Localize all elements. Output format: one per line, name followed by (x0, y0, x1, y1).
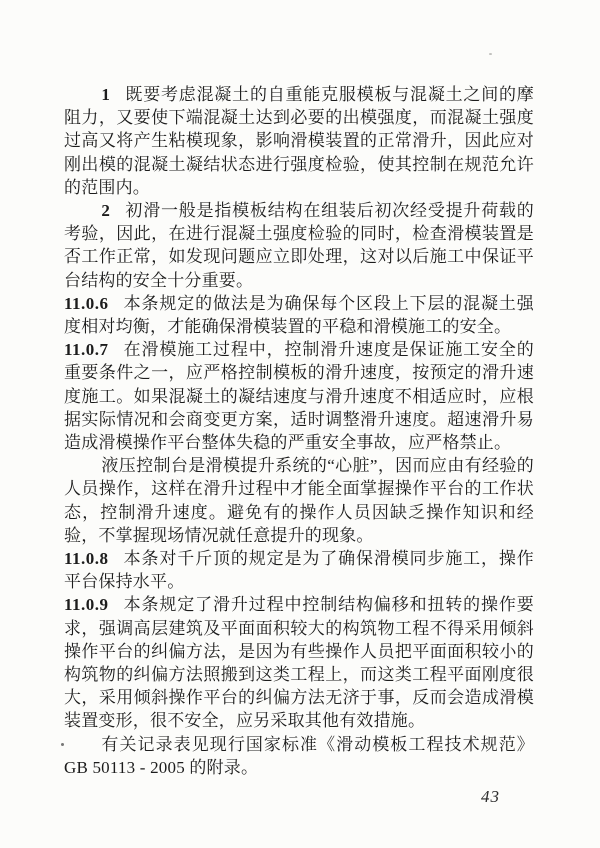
clause-paragraph: 2 初滑一般是指模板结构在组装后初次经受提升荷载的考验，因此，在进行混凝土强度检验的同时，检查滑模装置是否工作正常，如发现问题应立即处理，这对以后施工中保证平台结构的安全十分重要。 (64, 201, 534, 290)
clause-number: 1 (101, 85, 111, 104)
page-number: 43 (481, 787, 500, 806)
body-paragraph: 液压控制台是滑模提升系统的“心脏”，因而应由有经验的人员操作，这样在滑升过程中才能全面掌握操作平台的工作状态，控制滑升速度。避免有的操作人员因缺乏操作知识和经验，不掌握现场情况就任意提升的现象。 (64, 456, 534, 545)
clause-number: 11.0.7 (64, 340, 109, 360)
clause-number: 11.0.8 (64, 549, 109, 569)
clause-paragraph: 11.0.6 本条规定的做法是为确保每个区段上下层的混凝土强度相对均衡，才能确保滑模装置的平稳和滑模施工的安全。 (64, 293, 534, 337)
clause-paragraph: 1 既要考虑混凝土的自重能克服模板与混凝土之间的摩阻力，又要使下端混凝土达到必要的出模强度，而混凝土强度过高又将产生粘模现象，影响滑模装置的正常滑升，因此应对刚出模的混凝土凝结状态进行强度检验，使其控制在规范允许的范围内。 (64, 85, 534, 197)
commentary-text-block (64, 83, 534, 779)
scan-speck (61, 743, 64, 746)
clause-paragraph: 11.0.7 在滑模施工过程中，控制滑升速度是保证施工安全的重要条件之一，应严格控制模板的滑升速度，按预定的滑升速度施工。如果混凝土的凝结速度与滑升速度不相适应时，应根据实际情况和会商变更方案，适时调整滑升速度。超速滑升易造成滑模操作平台整体失稳的严重安全事故，应严格禁止。 (64, 340, 534, 453)
scan-speck (489, 53, 492, 55)
clause-paragraph: 11.0.8 本条对千斤顶的规定是为了确保滑模同步施工，操作平台保持水平。 (64, 549, 534, 592)
clause-number: 11.0.6 (64, 293, 109, 313)
clause-number: 11.0.9 (64, 595, 109, 615)
body-paragraph: 有关记录表见现行国家标准《滑动模板工程技术规范》GB 50113 - 2005 的附录。 (64, 734, 534, 777)
clause-paragraph: 11.0.9 本条规定了滑升过程中控制结构偏移和扭转的操作要求，强调高层建筑及平面面积较大的构筑物工程不得采用倾斜操作平台的纠偏方法，是因为有些操作人员把平面面积较小的构筑物的纠偏方法照搬到这类工程上，而这类工程平面刚度很大，采用倾斜操作平台的纠偏方法无济于事，反而会造成滑模装置变形，很不安全，应另采取其他有效措施。 (64, 595, 534, 731)
clause-number: 2 (101, 201, 111, 221)
